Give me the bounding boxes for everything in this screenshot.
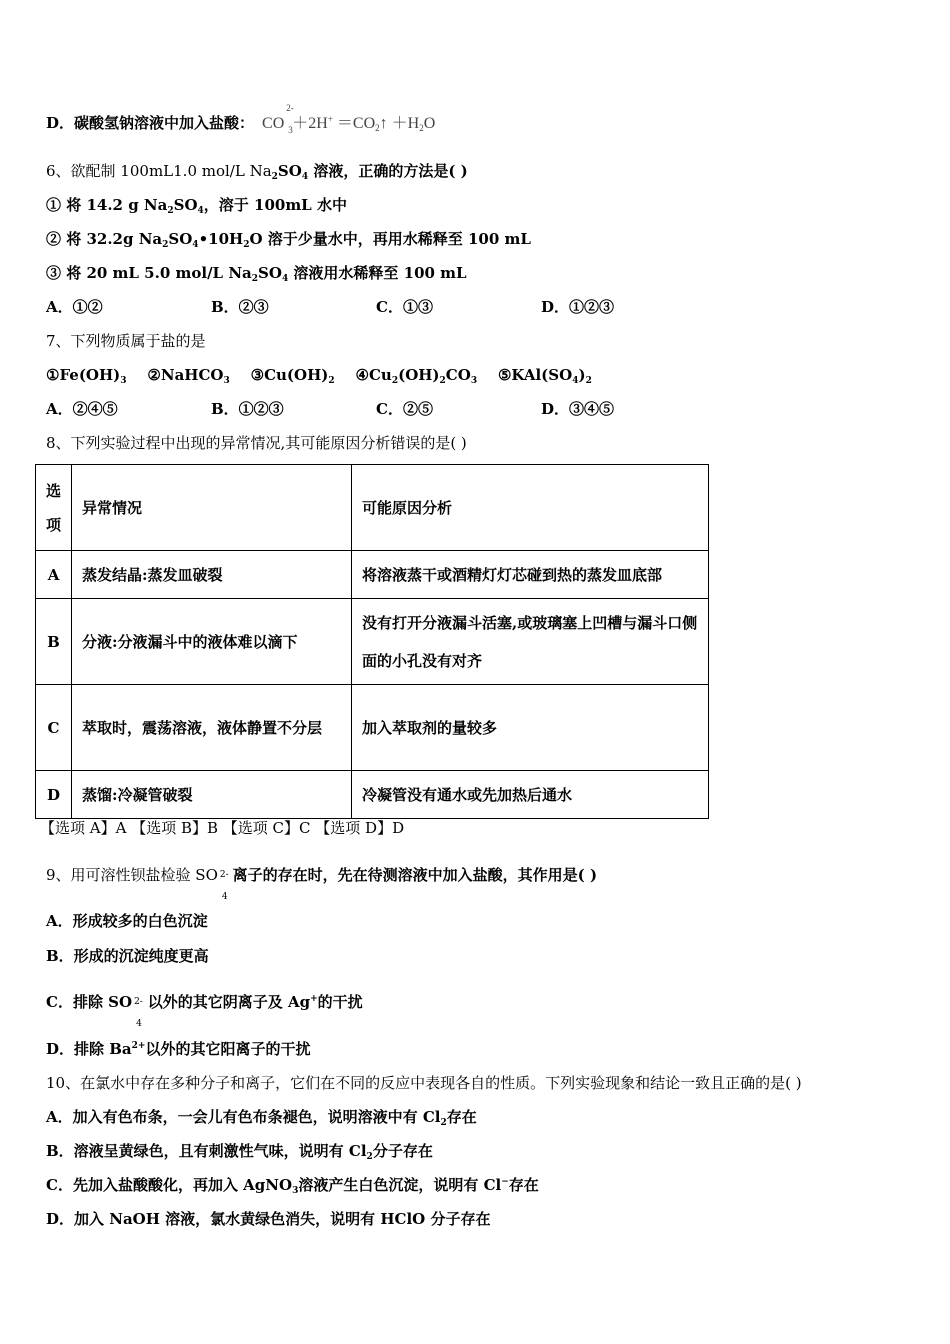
row-key: B — [36, 599, 72, 685]
q5-equation: CO 2- 3 $+2H^+ =CO_2↑ +H_2O$ — [262, 103, 436, 135]
q10-stem: 10、在氯水中存在多种分子和离子，它们在不同的反应中表现各自的性质。下列实验现象和结论一致且正确的是( ) — [46, 1074, 802, 1092]
row-key: A — [36, 551, 72, 599]
q5-option-d — [46, 103, 436, 135]
table-row — [36, 771, 709, 819]
q6-option-a[interactable]: A．①② — [46, 298, 103, 316]
q8-stem: 8、下列实验过程中出现的异常情况,其可能原因分析错误的是( ) — [46, 434, 467, 452]
header-key: 选 项 — [36, 465, 72, 551]
row-key: D — [36, 771, 72, 819]
q10-option-b[interactable]: B．溶液呈黄绿色，且有刺激性气味，说明有 $Cl_2$分子存在 — [46, 1142, 433, 1162]
q9-stem: 9、用可溶性钡盐检验 SO 2- 4 离子的存在时，先在待测溶液中加入盐酸，其作用是( ) — [46, 866, 598, 902]
header-issue: 异常情况 — [72, 465, 352, 551]
q6-option-b[interactable]: B．②③ — [211, 298, 269, 316]
q9-option-d[interactable]: D．排除 $Ba^{2+}$以外的其它阳离子的干扰 — [46, 1040, 311, 1058]
q8-table — [35, 464, 709, 819]
q10-option-c[interactable]: C．先加入盐酸酸化，再加入 AgNO$_3$溶液产生白色沉淀，说明有 Cl−存在 — [46, 1176, 539, 1196]
q7-option-c[interactable]: C．②⑤ — [376, 400, 433, 418]
q6-option-c[interactable]: C．①③ — [376, 298, 433, 316]
q6-stem: 6、欲配制 100mL1.0 mol/L $Na_2SO_4$ 溶液，正确的方法是( ) — [46, 162, 468, 182]
q8-answer-options[interactable]: 【选项 A】A 【选项 B】B 【选项 C】C 【选项 D】D — [40, 819, 405, 837]
row-cause: 没有打开分液漏斗活塞,或玻璃塞上凹槽与漏斗口侧面的小孔没有对齐 — [352, 599, 709, 685]
row-issue: 萃取时，震荡溶液，液体静置不分层 — [72, 685, 352, 771]
q6-item-2: ② 将 32.2g $Na_2SO_4•10H_2O$ 溶于少量水中，再用水稀释至 100 mL — [46, 230, 531, 250]
q7-option-a[interactable]: A．②④⑤ — [46, 400, 118, 418]
q6-item-1: ① 将 14.2 g $Na_2SO_4$，溶于 100mL 水中 — [46, 196, 347, 216]
table-row — [36, 599, 709, 685]
q7-option-b[interactable]: B．①②③ — [211, 400, 284, 418]
q5-option-d-label: D．碳酸氢钠溶液中加入盐酸： — [46, 114, 255, 132]
row-cause: 将溶液蒸干或酒精灯灯芯碰到热的蒸发皿底部 — [352, 551, 709, 599]
q7-stem: 7、下列物质属于盐的是 — [46, 332, 206, 350]
q7-options — [46, 398, 706, 420]
table-row — [36, 685, 709, 771]
header-cause: 可能原因分析 — [352, 465, 709, 551]
carbonate-ion: CO 2- 3 — [262, 103, 294, 135]
q9-option-a[interactable]: A．形成较多的白色沉淀 — [46, 912, 208, 930]
q6-options — [46, 296, 706, 318]
q9-option-c[interactable]: C．排除 SO 2- 4 以外的其它阴离子及 Ag+的干扰 — [46, 993, 363, 1029]
row-key: C — [36, 685, 72, 771]
row-cause: 加入萃取剂的量较多 — [352, 685, 709, 771]
row-issue: 蒸馏:冷凝管破裂 — [72, 771, 352, 819]
q6-item-3: ③ 将 20 mL 5.0 mol/L $Na_2SO_4$ 溶液用水稀释至 100 mL — [46, 264, 467, 284]
q10-option-d[interactable]: D．加入 NaOH 溶液，氯水黄绿色消失，说明有 HClO 分子存在 — [46, 1210, 491, 1228]
q10-option-a[interactable]: A．加入有色布条，一会儿有色布条褪色，说明溶液中有 $Cl_2$存在 — [46, 1108, 477, 1128]
q7-option-d[interactable]: D．③④⑤ — [541, 400, 615, 418]
q7-substances: $①Fe(OH)_3$ ②NaHCO$_3$ $③Cu(OH)_2$ $④Cu_2(OH)_2CO_3$ $⑤KAl(SO_4)_2$ — [46, 366, 592, 386]
row-issue: 蒸发结晶:蒸发皿破裂 — [72, 551, 352, 599]
q9-option-b[interactable]: B．形成的沉淀纯度更高 — [46, 947, 209, 965]
table-row — [36, 551, 709, 599]
q6-option-d[interactable]: D．①②③ — [541, 298, 615, 316]
row-cause: 冷凝管没有通水或先加热后通水 — [352, 771, 709, 819]
row-issue: 分液:分液漏斗中的液体难以滴下 — [72, 599, 352, 685]
table-header-row — [36, 465, 709, 551]
